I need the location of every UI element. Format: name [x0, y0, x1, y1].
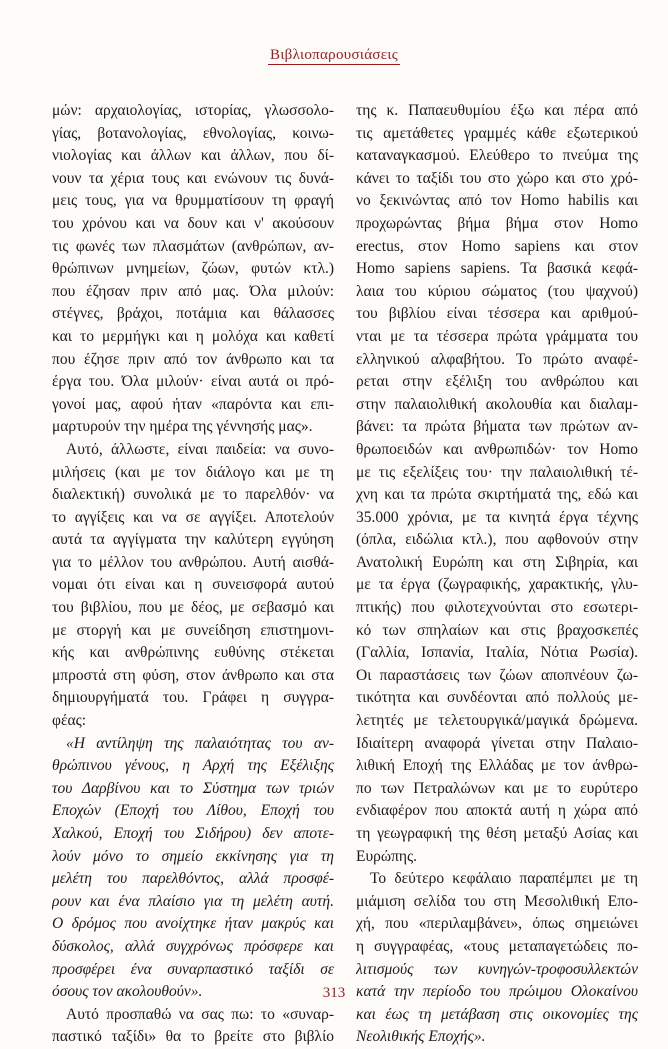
text-line: Οι παραστάσεις των ζώων αποπνέουν ζω- — [356, 666, 638, 684]
text-line: πτικής) που φιλοτεχνούνται στο εσωτερι- — [356, 599, 638, 617]
text-line: 35.000 χρόνια, με τα κινητά έργα τέχνης — [356, 508, 638, 526]
running-header — [0, 46, 668, 64]
text-line: μών: αρχαιολογίας, ιστορίας, γλωσσολο- — [52, 102, 334, 119]
text-line: Χαλκού, Εποχή του Σιδήρου) δεν αποτε- — [52, 825, 334, 842]
text-line: νται με τα τέσσερα πρώτα γράμματα του — [356, 327, 638, 345]
text-line: στην παλαιολιθική ακολουθία και διαλαμ- — [356, 395, 638, 413]
text-line: Ανατολική Ευρώπη και στη Σιβηρία, και — [356, 553, 638, 571]
text-line: «Η αντίληψη της παλαιότητας του αν- — [66, 734, 334, 752]
text-line: λετητές με τελετουργικά/μαγικά δρώμενα. — [356, 712, 638, 730]
text-line: μπροστά στη φύση, στον άνθρωπο και στα — [52, 666, 334, 684]
text-line: φέας: — [52, 712, 87, 730]
left-text-column — [52, 100, 334, 1049]
text-line: όσους τον ακολουθούν». — [52, 983, 203, 1001]
text-line: Αυτό προσπαθώ να σας πω: το «συναρ- — [66, 1005, 334, 1023]
text-line: κής και ανθρώπινης ευθύνης στέκεται — [52, 644, 334, 662]
text-line: προχωρώντας βήμα βήμα στον Homo — [356, 214, 638, 232]
page-number: 313 — [322, 985, 346, 1001]
text-line: που έζησαν πριν από μας. Όλα μιλούν: — [52, 282, 334, 300]
text-line: μαρτυρούν την ημέρα της γέννησής μας». — [52, 418, 313, 436]
section-title: Βιβλιοπαρουσιάσεις — [270, 47, 398, 63]
text-line: με τα έργα (ζωγραφικής, χαρακτικής, γλυ- — [356, 576, 638, 594]
text-line: του βιβλίου είναι τέσσερα και αριθμού- — [356, 305, 638, 323]
text-line: μεις τους, για να θρυμματίσουν τη φραγή — [52, 192, 334, 210]
text-line: βάνει: τα πρώτα βήματα των πρώτων αν- — [356, 418, 638, 436]
text-line: του χρόνου και να δουν και ν' ακούσουν — [52, 214, 334, 232]
text-line: Το δεύτερο κεφάλαιο παραπέμπει με τη — [370, 870, 638, 888]
text-line: λιτισμούς των κυνηγών-τροφοσυλλεκτών — [356, 960, 638, 978]
text-line: γίας, βοτανολογίας, εθνολογίας, κοινω- — [52, 124, 334, 142]
text-line: (όπλα, ειδώλια κτλ.), που αφθονούν στην — [356, 531, 638, 549]
text-line: το αγγίξεις και να σε αγγίξει. Αποτελούν — [52, 508, 334, 526]
text-line: νιολογίας και άλλων και άλλων, που δί- — [52, 147, 334, 165]
text-line: δύσκολος, αλλά συγχρόνως πρόσφερε και — [52, 937, 334, 955]
text-line: χνη και τα πρώτα σκιρτήματά της, εδώ και — [356, 486, 638, 504]
text-line: Ευρώπης. — [356, 847, 418, 865]
text-line: ρεται στην εξέλιξη του ανθρώπου και — [356, 373, 638, 391]
text-line: κατά την περίοδο του πρώιμου Ολοκαίνου — [356, 983, 638, 1001]
text-line: διαλεκτική) συνολικά με το παρελθόν· να — [52, 486, 334, 504]
text-line: γονοί μας, αφού ήταν «παρόντα και επι- — [52, 395, 334, 413]
text-line: καταναγκασμού. Ελεύθερο το πνεύμα της — [356, 147, 638, 165]
text-line: νο ξεκινώντας από τον Homo habilis και — [356, 192, 638, 210]
text-line: λαια του κύριου σώματος (του ψαχνού) — [356, 282, 638, 300]
text-line: προσφέρει ένα συναρπαστικό ταξίδι σε — [52, 960, 334, 978]
text-line: κό των σπηλαίων και στις βραχοσκεπές — [356, 621, 638, 639]
text-line: στέγνες, βράχοι, ποτάμια και θάλασσες — [52, 305, 334, 323]
text-line: θρώπινου γένους, η Αρχή της Εξέλιξης — [52, 757, 334, 775]
text-line: ρουν και ένα πλαίσιο για τη μελέτη αυτή. — [52, 892, 334, 910]
text-line: έργα του. Όλα μιλούν· είναι αυτά οι πρό- — [52, 373, 334, 391]
text-line: θρωποειδών και ανθρωπιδών· τον Homo — [356, 440, 638, 458]
text-line: erectus, στον Homo sapiens και στον — [356, 237, 638, 255]
text-line: δημιουργήματά του. Γράφει η συγγρα- — [52, 689, 334, 707]
text-line: Αυτό, άλλωστε, είναι παιδεία: να συνο- — [66, 440, 334, 458]
text-line: Νεολιθικής Εποχής». — [356, 1028, 486, 1046]
text-line: μιάμιση σελίδα του στη Μεσολιθική Επο- — [356, 892, 638, 910]
text-line: που έζησε πριν από τον άνθρωπο και τα — [52, 350, 334, 368]
text-line: παστικό ταξίδι» θα το βρείτε στο βιβλίο — [52, 1028, 334, 1046]
text-line: τις αμετάθετες γραμμές κάθε εξωτερικού — [356, 124, 638, 142]
text-line: η συγγραφέας, «τους μεταπαγετώδεις πο- — [356, 937, 638, 955]
text-line: νουν τα χέρια τους και ενώνουν τις δυνά- — [52, 169, 334, 187]
text-line: μιλήσεις (και με τον διάλογο και με τη — [52, 463, 334, 481]
text-line: χή, που «περιλαμβάνει», όπως σημειώνει — [356, 915, 638, 933]
text-line: Ιδιαίτερη αναφορά γίνεται στην Παλαιο- — [356, 734, 638, 752]
text-line: πο των Πετραλώνων και με το ευρύτερο — [356, 779, 638, 797]
text-line: του Δαρβίνου και το Σύστημα των τριών — [52, 779, 334, 797]
text-line: τικότητα και συνδέονται από πολλούς με- — [356, 689, 638, 707]
text-line: Εποχών (Εποχή του Λίθου, Εποχή του — [52, 802, 334, 820]
text-line: και το μερμήγκι και η μολόχα και καθετί — [52, 327, 334, 345]
text-line: τη γεωγραφική της θέση μεταξύ Ασίας και — [356, 825, 638, 842]
text-line: λιθική Εποχή της Ελλάδας με τον άνθρω- — [356, 757, 638, 775]
text-line: κάνει το ταξίδι του στο χώρο και στο χρό- — [356, 169, 638, 187]
text-line: (Γαλλία, Ισπανία, Ιταλία, Νότια Ρωσία). — [356, 644, 638, 662]
text-line: Homo sapiens sapiens. Τα βασικά κεφά- — [356, 260, 638, 278]
text-line: μελέτη του παρελθόντος, αλλά προσφέ- — [52, 870, 334, 888]
text-line: αυτά τα αγγίγματα την καλύτερη εγγύηση — [52, 531, 334, 549]
text-line: της κ. Παπαευθυμίου έξω και πέρα από — [356, 102, 638, 119]
text-line: νομαι ότι είναι και η συνεισφορά αυτού — [52, 576, 334, 594]
text-line: θρώπινων μνημείων, ζώων, φυτών κτλ.) — [52, 260, 334, 278]
text-line: λούν μόνο το σημείο εκκίνησης για τη — [52, 847, 334, 865]
text-line: και έως τη μετάβαση στις οικονομίες της — [356, 1005, 638, 1023]
text-line: με τις εξελίξεις του· την παλαιολιθική τέ- — [356, 463, 638, 481]
text-line: με στοργή και με συνείδηση επιστημονι- — [52, 621, 334, 639]
text-line: ελληνικού αλφαβήτου. Το πρώτο αναφέ- — [356, 350, 638, 368]
right-text-column — [356, 100, 638, 1049]
text-line: τις φωνές των πλασμάτων (ανθρώπων, αν- — [52, 237, 334, 255]
text-line: Ο δρόμος που ανοίχτηκε ήταν μακρύς και — [52, 915, 334, 933]
text-line: ενδιαφέρον που αποκτά αυτή η χώρα από — [356, 802, 638, 820]
text-line: για το μέλλον του ανθρώπου. Αυτή αισθά- — [52, 553, 334, 571]
text-line: του βιβλίου, που με δέος, με σεβασμό και — [52, 599, 334, 617]
